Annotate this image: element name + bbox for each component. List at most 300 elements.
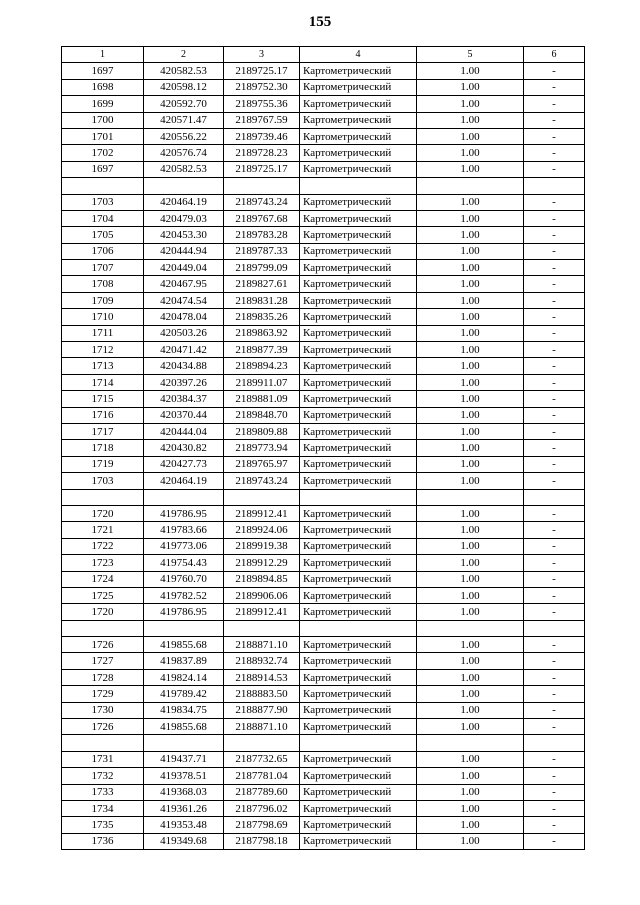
note-cell: -	[524, 702, 585, 718]
note-cell	[524, 620, 585, 636]
accuracy-cell: 1.00	[417, 669, 524, 685]
point-number-cell: 1715	[62, 391, 144, 407]
x-coordinate-cell: 420449.04	[144, 260, 224, 276]
method-cell: Картометрический	[300, 79, 417, 95]
x-coordinate-cell: 420427.73	[144, 456, 224, 472]
y-coordinate-cell: 2189831.28	[224, 292, 300, 308]
table-row	[62, 227, 585, 243]
method-cell: Картометрический	[300, 473, 417, 489]
method-cell: Картометрический	[300, 833, 417, 849]
y-coordinate-cell: 2188877.90	[224, 702, 300, 718]
method-cell: Картометрический	[300, 96, 417, 112]
x-coordinate-cell: 419855.68	[144, 719, 224, 735]
method-cell: Картометрический	[300, 145, 417, 161]
note-cell: -	[524, 260, 585, 276]
accuracy-cell: 1.00	[417, 292, 524, 308]
y-coordinate-cell: 2187798.18	[224, 833, 300, 849]
method-cell: Картометрический	[300, 358, 417, 374]
method-cell: Картометрический	[300, 817, 417, 833]
point-number-cell: 1706	[62, 243, 144, 259]
method-cell: Картометрический	[300, 194, 417, 210]
x-coordinate-cell	[144, 178, 224, 194]
x-coordinate-cell: 419361.26	[144, 800, 224, 816]
note-cell: -	[524, 604, 585, 620]
x-coordinate-cell	[144, 735, 224, 751]
point-number-cell: 1698	[62, 79, 144, 95]
accuracy-cell: 1.00	[417, 325, 524, 341]
note-cell: -	[524, 571, 585, 587]
table-row	[62, 276, 585, 292]
x-coordinate-cell: 419378.51	[144, 768, 224, 784]
y-coordinate-cell: 2189863.92	[224, 325, 300, 341]
point-number-cell	[62, 489, 144, 505]
note-cell: -	[524, 538, 585, 554]
method-cell: Картометрический	[300, 784, 417, 800]
page-number: 155	[308, 14, 332, 30]
accuracy-cell: 1.00	[417, 128, 524, 144]
table-row	[62, 719, 585, 735]
x-coordinate-cell: 420582.53	[144, 63, 224, 79]
y-coordinate-cell	[224, 489, 300, 505]
accuracy-cell: 1.00	[417, 145, 524, 161]
table-row	[62, 423, 585, 439]
table-row	[62, 358, 585, 374]
y-coordinate-cell: 2188871.10	[224, 637, 300, 653]
note-cell: -	[524, 63, 585, 79]
y-coordinate-cell: 2189739.46	[224, 128, 300, 144]
point-number-cell: 1734	[62, 800, 144, 816]
table-row	[62, 784, 585, 800]
accuracy-cell: 1.00	[417, 260, 524, 276]
accuracy-cell	[417, 620, 524, 636]
note-cell: -	[524, 96, 585, 112]
note-cell: -	[524, 391, 585, 407]
table-row	[62, 768, 585, 784]
x-coordinate-cell: 420592.70	[144, 96, 224, 112]
note-cell: -	[524, 784, 585, 800]
accuracy-cell: 1.00	[417, 784, 524, 800]
accuracy-cell	[417, 735, 524, 751]
x-coordinate-cell: 419353.48	[144, 817, 224, 833]
note-cell: -	[524, 653, 585, 669]
table-row	[62, 505, 585, 521]
table-row	[62, 178, 585, 194]
note-cell: -	[524, 686, 585, 702]
note-cell: -	[524, 505, 585, 521]
point-number-cell: 1730	[62, 702, 144, 718]
table-row	[62, 342, 585, 358]
table-row	[62, 210, 585, 226]
accuracy-cell: 1.00	[417, 800, 524, 816]
x-coordinate-cell: 419349.68	[144, 833, 224, 849]
note-cell: -	[524, 719, 585, 735]
point-number-cell: 1700	[62, 112, 144, 128]
x-coordinate-cell: 420576.74	[144, 145, 224, 161]
note-cell: -	[524, 423, 585, 439]
x-coordinate-cell: 419855.68	[144, 637, 224, 653]
note-cell: -	[524, 587, 585, 603]
accuracy-cell: 1.00	[417, 456, 524, 472]
note-cell: -	[524, 309, 585, 325]
note-cell: -	[524, 342, 585, 358]
table-row	[62, 735, 585, 751]
method-cell: Картометрический	[300, 128, 417, 144]
y-coordinate-cell: 2189911.07	[224, 374, 300, 390]
method-cell: Картометрический	[300, 243, 417, 259]
method-cell: Картометрический	[300, 538, 417, 554]
point-number-cell: 1713	[62, 358, 144, 374]
x-coordinate-cell: 420434.88	[144, 358, 224, 374]
accuracy-cell: 1.00	[417, 751, 524, 767]
y-coordinate-cell: 2189752.30	[224, 79, 300, 95]
point-number-cell: 1714	[62, 374, 144, 390]
accuracy-cell: 1.00	[417, 587, 524, 603]
accuracy-cell: 1.00	[417, 653, 524, 669]
note-cell: -	[524, 555, 585, 571]
note-cell: -	[524, 112, 585, 128]
method-cell: Картометрический	[300, 751, 417, 767]
y-coordinate-cell: 2189877.39	[224, 342, 300, 358]
point-number-cell: 1735	[62, 817, 144, 833]
point-number-cell: 1723	[62, 555, 144, 571]
method-cell: Картометрический	[300, 342, 417, 358]
coordinates-table	[61, 46, 585, 850]
y-coordinate-cell: 2189799.09	[224, 260, 300, 276]
note-cell: -	[524, 358, 585, 374]
x-coordinate-cell: 419786.95	[144, 604, 224, 620]
x-coordinate-cell: 419437.71	[144, 751, 224, 767]
column-header: 1	[62, 47, 144, 63]
x-coordinate-cell: 419773.06	[144, 538, 224, 554]
table-row	[62, 817, 585, 833]
accuracy-cell: 1.00	[417, 374, 524, 390]
point-number-cell: 1725	[62, 587, 144, 603]
accuracy-cell: 1.00	[417, 719, 524, 735]
accuracy-cell: 1.00	[417, 194, 524, 210]
table-row	[62, 686, 585, 702]
y-coordinate-cell: 2189743.24	[224, 473, 300, 489]
note-cell: -	[524, 407, 585, 423]
y-coordinate-cell: 2189767.68	[224, 210, 300, 226]
point-number-cell: 1732	[62, 768, 144, 784]
x-coordinate-cell: 420479.03	[144, 210, 224, 226]
y-coordinate-cell: 2189755.36	[224, 96, 300, 112]
method-cell: Картометрический	[300, 604, 417, 620]
note-cell: -	[524, 374, 585, 390]
method-cell: Картометрический	[300, 210, 417, 226]
column-header: 3	[224, 47, 300, 63]
point-number-cell: 1722	[62, 538, 144, 554]
x-coordinate-cell: 419783.66	[144, 522, 224, 538]
table-row	[62, 391, 585, 407]
note-cell: -	[524, 210, 585, 226]
method-cell	[300, 735, 417, 751]
method-cell: Картометрический	[300, 112, 417, 128]
method-cell: Картометрический	[300, 571, 417, 587]
table-row	[62, 440, 585, 456]
point-number-cell: 1731	[62, 751, 144, 767]
method-cell: Картометрический	[300, 440, 417, 456]
point-number-cell	[62, 178, 144, 194]
accuracy-cell: 1.00	[417, 538, 524, 554]
method-cell: Картометрический	[300, 587, 417, 603]
y-coordinate-cell: 2189767.59	[224, 112, 300, 128]
method-cell: Картометрический	[300, 374, 417, 390]
x-coordinate-cell: 420598.12	[144, 79, 224, 95]
accuracy-cell: 1.00	[417, 604, 524, 620]
header-row	[62, 47, 585, 63]
note-cell: -	[524, 194, 585, 210]
accuracy-cell: 1.00	[417, 522, 524, 538]
note-cell: -	[524, 325, 585, 341]
y-coordinate-cell: 2187732.65	[224, 751, 300, 767]
column-header: 6	[524, 47, 585, 63]
method-cell: Картометрический	[300, 800, 417, 816]
note-cell: -	[524, 473, 585, 489]
point-number-cell: 1728	[62, 669, 144, 685]
x-coordinate-cell: 420467.95	[144, 276, 224, 292]
accuracy-cell: 1.00	[417, 243, 524, 259]
y-coordinate-cell: 2189906.06	[224, 587, 300, 603]
table-row	[62, 653, 585, 669]
note-cell: -	[524, 817, 585, 833]
x-coordinate-cell: 419786.95	[144, 505, 224, 521]
method-cell: Картометрический	[300, 669, 417, 685]
table-row	[62, 800, 585, 816]
point-number-cell: 1710	[62, 309, 144, 325]
x-coordinate-cell: 419760.70	[144, 571, 224, 587]
point-number-cell	[62, 735, 144, 751]
x-coordinate-cell: 419834.75	[144, 702, 224, 718]
method-cell: Картометрический	[300, 702, 417, 718]
y-coordinate-cell: 2189728.23	[224, 145, 300, 161]
table-body	[62, 63, 585, 850]
note-cell: -	[524, 751, 585, 767]
table-row	[62, 79, 585, 95]
point-number-cell	[62, 620, 144, 636]
accuracy-cell: 1.00	[417, 358, 524, 374]
table-row	[62, 489, 585, 505]
table-row	[62, 637, 585, 653]
point-number-cell: 1711	[62, 325, 144, 341]
accuracy-cell: 1.00	[417, 391, 524, 407]
method-cell: Картометрический	[300, 719, 417, 735]
note-cell	[524, 735, 585, 751]
accuracy-cell: 1.00	[417, 342, 524, 358]
point-number-cell: 1703	[62, 194, 144, 210]
accuracy-cell: 1.00	[417, 112, 524, 128]
table-row	[62, 702, 585, 718]
point-number-cell: 1721	[62, 522, 144, 538]
x-coordinate-cell: 420384.37	[144, 391, 224, 407]
table-row	[62, 128, 585, 144]
method-cell: Картометрический	[300, 522, 417, 538]
method-cell: Картометрический	[300, 456, 417, 472]
method-cell: Картометрический	[300, 423, 417, 439]
method-cell: Картометрический	[300, 309, 417, 325]
table-row	[62, 96, 585, 112]
y-coordinate-cell: 2189835.26	[224, 309, 300, 325]
accuracy-cell: 1.00	[417, 555, 524, 571]
table-row	[62, 555, 585, 571]
note-cell: -	[524, 161, 585, 177]
column-header: 5	[417, 47, 524, 63]
table-row	[62, 374, 585, 390]
y-coordinate-cell: 2189809.88	[224, 423, 300, 439]
table-row	[62, 833, 585, 849]
table-row	[62, 522, 585, 538]
accuracy-cell: 1.00	[417, 637, 524, 653]
table-row	[62, 145, 585, 161]
point-number-cell: 1702	[62, 145, 144, 161]
accuracy-cell: 1.00	[417, 768, 524, 784]
accuracy-cell: 1.00	[417, 505, 524, 521]
method-cell: Картометрический	[300, 391, 417, 407]
method-cell: Картометрический	[300, 161, 417, 177]
method-cell: Картометрический	[300, 407, 417, 423]
x-coordinate-cell	[144, 620, 224, 636]
note-cell: -	[524, 637, 585, 653]
accuracy-cell: 1.00	[417, 227, 524, 243]
method-cell	[300, 489, 417, 505]
accuracy-cell: 1.00	[417, 161, 524, 177]
point-number-cell: 1729	[62, 686, 144, 702]
table-row	[62, 161, 585, 177]
x-coordinate-cell: 420444.04	[144, 423, 224, 439]
method-cell: Картометрический	[300, 637, 417, 653]
table-row	[62, 292, 585, 308]
note-cell: -	[524, 768, 585, 784]
table-row	[62, 620, 585, 636]
accuracy-cell: 1.00	[417, 96, 524, 112]
table-row	[62, 112, 585, 128]
y-coordinate-cell: 2187796.02	[224, 800, 300, 816]
point-number-cell: 1709	[62, 292, 144, 308]
note-cell	[524, 489, 585, 505]
table-header	[62, 47, 585, 63]
y-coordinate-cell: 2189743.24	[224, 194, 300, 210]
method-cell: Картометрический	[300, 63, 417, 79]
table-row	[62, 325, 585, 341]
x-coordinate-cell: 419789.42	[144, 686, 224, 702]
table-row	[62, 751, 585, 767]
y-coordinate-cell	[224, 178, 300, 194]
x-coordinate-cell: 419837.89	[144, 653, 224, 669]
accuracy-cell: 1.00	[417, 817, 524, 833]
x-coordinate-cell: 419754.43	[144, 555, 224, 571]
x-coordinate-cell: 420453.30	[144, 227, 224, 243]
x-coordinate-cell: 420370.44	[144, 407, 224, 423]
note-cell: -	[524, 276, 585, 292]
note-cell: -	[524, 128, 585, 144]
y-coordinate-cell: 2188871.10	[224, 719, 300, 735]
x-coordinate-cell: 420478.04	[144, 309, 224, 325]
note-cell: -	[524, 669, 585, 685]
point-number-cell: 1712	[62, 342, 144, 358]
method-cell: Картометрический	[300, 653, 417, 669]
table-row	[62, 260, 585, 276]
point-number-cell: 1697	[62, 161, 144, 177]
note-cell: -	[524, 243, 585, 259]
accuracy-cell: 1.00	[417, 686, 524, 702]
y-coordinate-cell	[224, 620, 300, 636]
accuracy-cell: 1.00	[417, 407, 524, 423]
y-coordinate-cell: 2189725.17	[224, 63, 300, 79]
table-row	[62, 309, 585, 325]
y-coordinate-cell: 2189725.17	[224, 161, 300, 177]
method-cell: Картометрический	[300, 227, 417, 243]
method-cell	[300, 620, 417, 636]
y-coordinate-cell: 2189894.23	[224, 358, 300, 374]
y-coordinate-cell: 2189881.09	[224, 391, 300, 407]
y-coordinate-cell: 2188883.50	[224, 686, 300, 702]
x-coordinate-cell: 420571.47	[144, 112, 224, 128]
x-coordinate-cell	[144, 489, 224, 505]
table-row	[62, 538, 585, 554]
table-row	[62, 571, 585, 587]
point-number-cell: 1699	[62, 96, 144, 112]
point-number-cell: 1708	[62, 276, 144, 292]
column-header: 4	[300, 47, 417, 63]
y-coordinate-cell: 2189827.61	[224, 276, 300, 292]
x-coordinate-cell: 420464.19	[144, 473, 224, 489]
note-cell: -	[524, 522, 585, 538]
point-number-cell: 1707	[62, 260, 144, 276]
table-row	[62, 587, 585, 603]
table-row	[62, 473, 585, 489]
x-coordinate-cell: 420471.42	[144, 342, 224, 358]
point-number-cell: 1720	[62, 505, 144, 521]
y-coordinate-cell: 2189919.38	[224, 538, 300, 554]
method-cell: Картометрический	[300, 276, 417, 292]
column-header: 2	[144, 47, 224, 63]
y-coordinate-cell: 2188914.53	[224, 669, 300, 685]
y-coordinate-cell	[224, 735, 300, 751]
accuracy-cell: 1.00	[417, 473, 524, 489]
accuracy-cell: 1.00	[417, 309, 524, 325]
point-number-cell: 1733	[62, 784, 144, 800]
y-coordinate-cell: 2189848.70	[224, 407, 300, 423]
note-cell: -	[524, 440, 585, 456]
method-cell: Картометрический	[300, 325, 417, 341]
accuracy-cell: 1.00	[417, 833, 524, 849]
accuracy-cell	[417, 489, 524, 505]
method-cell	[300, 178, 417, 194]
accuracy-cell: 1.00	[417, 571, 524, 587]
x-coordinate-cell: 420444.94	[144, 243, 224, 259]
accuracy-cell: 1.00	[417, 276, 524, 292]
point-number-cell: 1719	[62, 456, 144, 472]
x-coordinate-cell: 419782.52	[144, 587, 224, 603]
method-cell: Картометрический	[300, 768, 417, 784]
note-cell: -	[524, 145, 585, 161]
note-cell: -	[524, 79, 585, 95]
accuracy-cell: 1.00	[417, 79, 524, 95]
x-coordinate-cell: 420503.26	[144, 325, 224, 341]
accuracy-cell: 1.00	[417, 63, 524, 79]
point-number-cell: 1703	[62, 473, 144, 489]
y-coordinate-cell: 2189783.28	[224, 227, 300, 243]
x-coordinate-cell: 420430.82	[144, 440, 224, 456]
note-cell: -	[524, 800, 585, 816]
table-row	[62, 456, 585, 472]
x-coordinate-cell: 420397.26	[144, 374, 224, 390]
point-number-cell: 1726	[62, 637, 144, 653]
x-coordinate-cell: 420474.54	[144, 292, 224, 308]
point-number-cell: 1736	[62, 833, 144, 849]
accuracy-cell	[417, 178, 524, 194]
point-number-cell: 1716	[62, 407, 144, 423]
